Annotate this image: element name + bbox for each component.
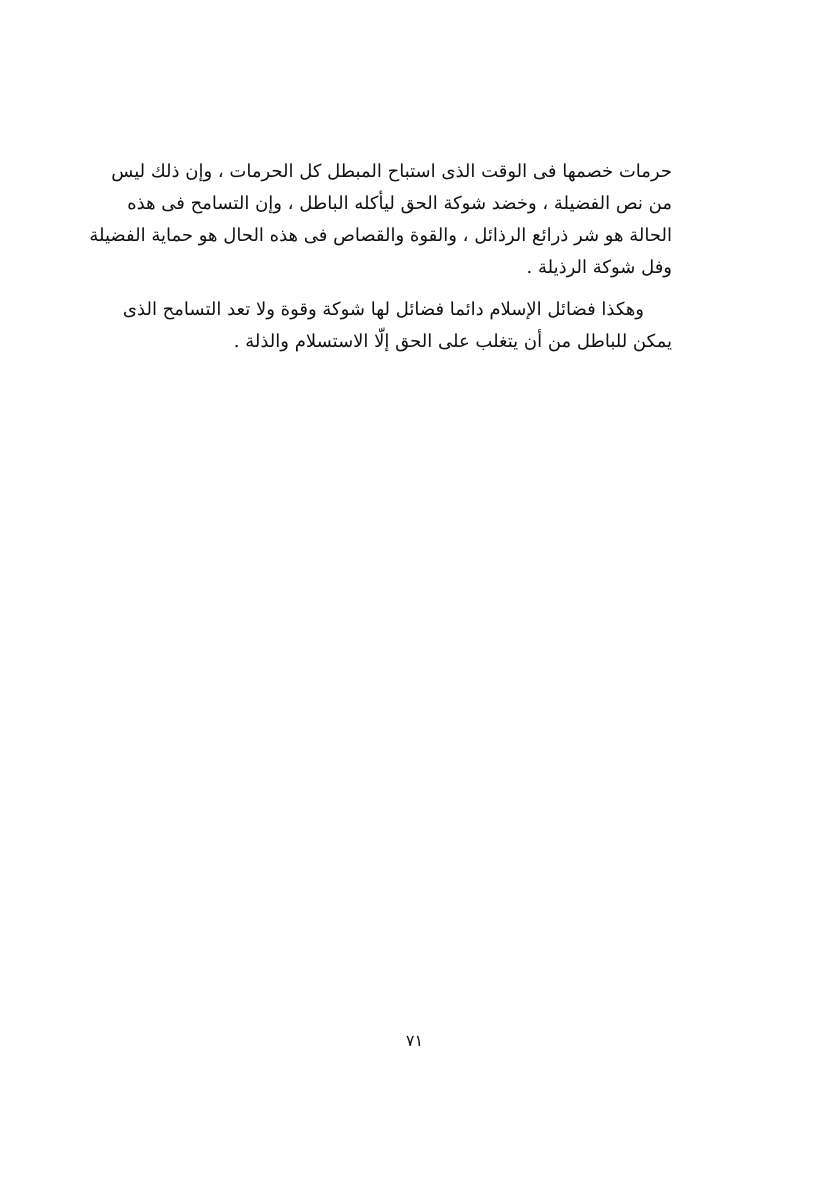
paragraph-1: [89, 156, 672, 284]
paragraph-1-line-1: حرمات خصمها فى الوقت الذى استباح المبطل كل الحرمات ، وإن ذلك ليس: [111, 161, 672, 182]
paragraph-2-line-1: وهكذا فضائل الإسلام دائما فضائل لها شوكة وقوة ولا تعد التسامح الذى: [122, 299, 644, 320]
paragraph-1-line-3: الحالة هو شر ذرائع الرذائل ، والقوة والقصاص فى هذه الحال هو حماية الفضيلة: [89, 225, 672, 246]
body-text: [89, 156, 672, 358]
paragraph-1-line-2: من نص الفضيلة ، وخضد شوكة الحق ليأكله الباطل ، وإن التسامح فى هذه: [127, 193, 672, 214]
paragraph-2-line-2: يمكن للباطل من أن يتغلب على الحق إلّا الاستسلام والذلة .: [233, 331, 672, 352]
paragraph-1-line-4: وفل شوكة الرذيلة .: [526, 257, 672, 278]
page-number: ٧١: [405, 1031, 424, 1050]
paragraph-2: [122, 294, 672, 358]
